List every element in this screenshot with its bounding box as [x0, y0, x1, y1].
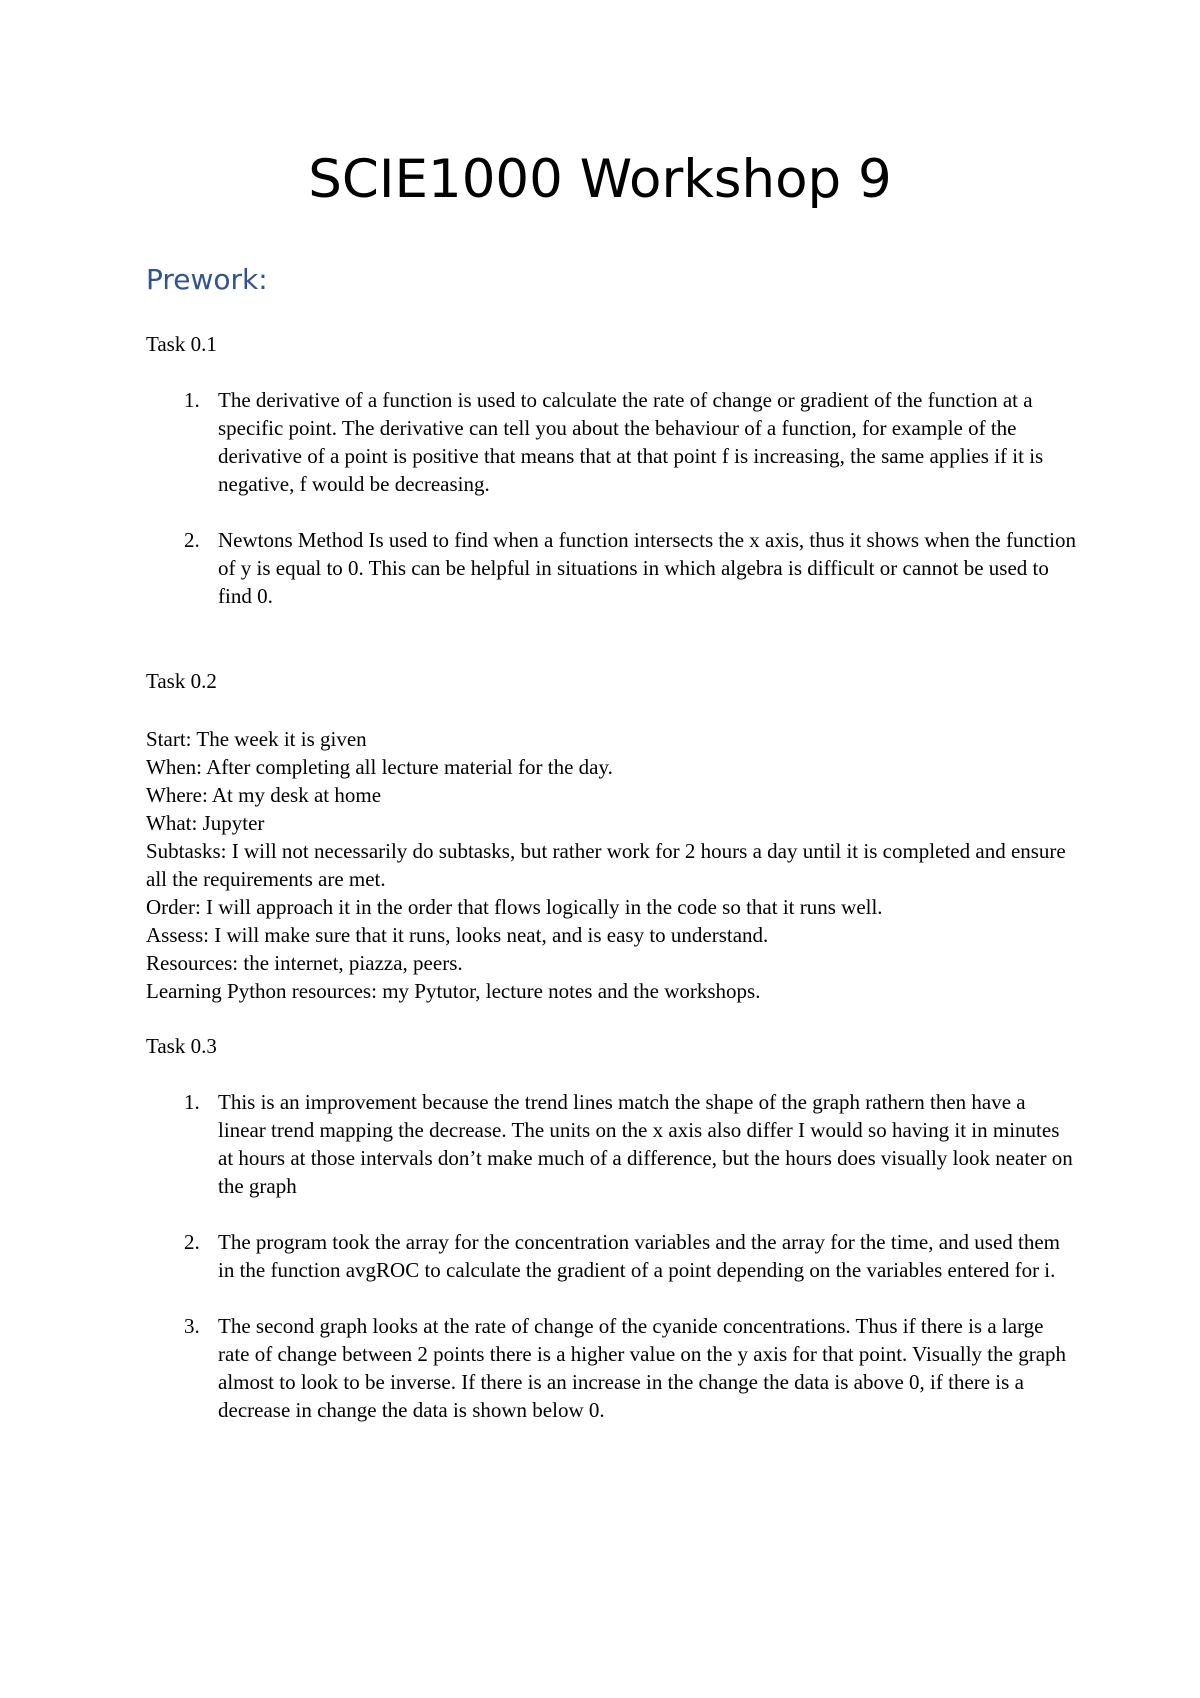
list-item-number: 1. [184, 388, 200, 412]
list-item-text: The program took the array for the concentration variables and the array for the time, and used them in the function avgROC to calculate the gradient of a point depending on the variables entered for i. [218, 1230, 1060, 1282]
list-item-text: This is an improvement because the trend lines match the shape of the graph rathern then have a linear trend mapping the decrease. The units on the x axis also differ I would so having it in minutes at hours at those intervals don’t make much of a difference, but the hours does visually look neater on the graph [218, 1090, 1073, 1198]
task-0-1-label: Task 0.1 [146, 332, 217, 356]
plan-line-resources: Resources: the internet, piazza, peers. [146, 951, 463, 975]
plan-line-start: Start: The week it is given [146, 727, 367, 751]
plan-line-subtasks: Subtasks: I will not necessarily do subtasks, but rather work for 2 hours a day until it is completed and ensure all the requirements are met. [146, 839, 1066, 891]
list-item [146, 526, 1076, 610]
list-item-number: 3. [184, 1314, 200, 1338]
list-item [146, 1088, 1076, 1200]
list-item [146, 386, 1076, 498]
document-title: SCIE1000 Workshop 9 [308, 149, 892, 210]
plan-line-assess: Assess: I will make sure that it runs, looks neat, and is easy to understand. [146, 923, 769, 947]
task-0-2-plan [146, 725, 1076, 1005]
plan-line-where: Where: At my desk at home [146, 783, 382, 807]
list-item-number: 2. [184, 1230, 200, 1254]
list-item-text: Newtons Method Is used to find when a function intersects the x axis, thus it shows when the function of y is equal to 0. This can be helpful in situations in which algebra is difficult or cannot be used to find 0. [218, 528, 1076, 608]
task-0-3-label: Task 0.3 [146, 1034, 217, 1058]
plan-line-when: When: After completing all lecture material for the day. [146, 755, 613, 779]
list-item [146, 1312, 1076, 1424]
task-0-1-list [146, 386, 1076, 638]
list-item-text: The derivative of a function is used to calculate the rate of change or gradient of the function at a specific point. The derivative can tell you about the behaviour of a function, for example of the derivative of a point is positive that means that at that point f is increasing, the same applies if it is negative, f would be decreasing. [218, 388, 1044, 496]
list-item-text: The second graph looks at the rate of change of the cyanide concentrations. Thus if there is a large rate of change between 2 points there is a higher value on the y axis for that point. Visually the graph almost to look to be inverse. If there is an increase in the change the data is above 0, if there is a decrease in change the data is shown below 0. [218, 1314, 1067, 1422]
task-0-3-list [146, 1088, 1076, 1452]
plan-line-what: What: Jupyter [146, 811, 265, 835]
section-heading-prework: Prework: [146, 263, 268, 296]
list-item [146, 1228, 1076, 1284]
plan-line-python-resources: Learning Python resources: my Pytutor, lecture notes and the workshops. [146, 979, 761, 1003]
task-0-2-label: Task 0.2 [146, 669, 217, 693]
plan-line-order: Order: I will approach it in the order that flows logically in the code so that it runs well. [146, 895, 883, 919]
list-item-number: 2. [184, 528, 200, 552]
list-item-number: 1. [184, 1090, 200, 1114]
